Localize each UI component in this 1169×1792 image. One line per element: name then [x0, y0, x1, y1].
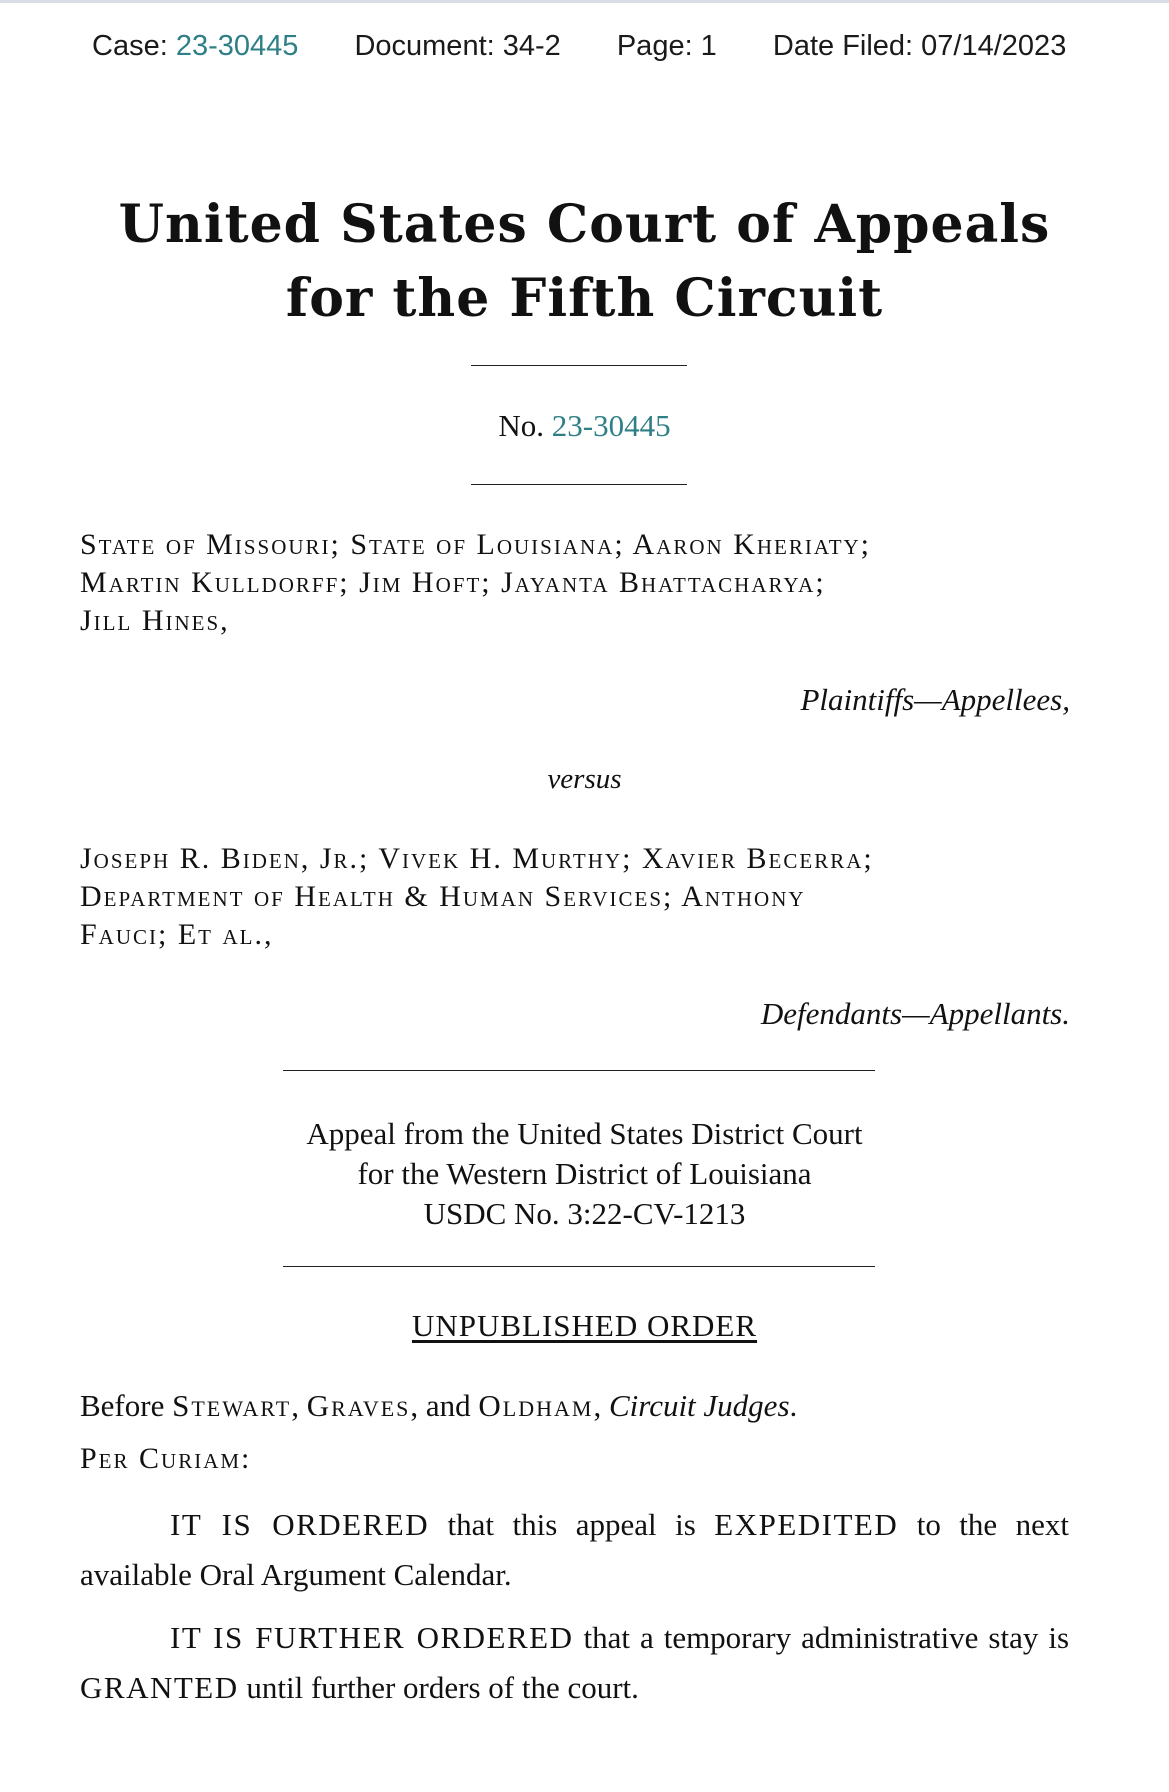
appeal-origin	[0, 1114, 1169, 1234]
court-name-line1: United States Court of Appeals	[118, 194, 1051, 255]
appeal-line1: Appeal from the United States District Court	[306, 1116, 863, 1151]
plaintiffs-line1: State of Missouri; State of Louisiana; Aaron Kheriaty;	[80, 528, 872, 561]
per-curiam: Per Curiam:	[80, 1442, 252, 1475]
divider-3	[283, 1070, 875, 1071]
date-filed: Date Filed: 07/14/2023	[772, 30, 1067, 62]
case-info: Case: 23-30445	[92, 30, 299, 62]
judges-title: Circuit Judges	[608, 1388, 790, 1423]
court-name	[0, 188, 1169, 336]
appeal-line3: USDC No. 3:22-CV-1213	[423, 1196, 746, 1231]
document-number: Document: 34-2	[354, 30, 561, 62]
defendants-list	[80, 840, 1090, 954]
docket-number-link[interactable]: 23-30445	[551, 408, 671, 443]
defendants-line2: Department of Health & Human Services; Anthony	[80, 880, 806, 913]
divider-4	[283, 1266, 875, 1267]
top-border	[0, 0, 1169, 3]
order-paragraph-2: IT IS FURTHER ORDERED that a temporary administrative stay is GRANTED until further orders of the court.	[80, 1620, 1070, 1705]
divider-1	[471, 365, 687, 366]
judge-graves: Graves	[306, 1388, 411, 1423]
judge-oldham: Oldham	[478, 1388, 594, 1423]
appeal-line2: for the Western District of Louisiana	[357, 1156, 812, 1191]
plaintiffs-line3: Jill Hines,	[80, 604, 230, 637]
versus: versus	[547, 763, 622, 795]
judge-stewart: Stewart	[172, 1388, 292, 1423]
defendants-line1: Joseph R. Biden, Jr.; Vivek H. Murthy; Xavier Becerra;	[80, 842, 874, 875]
further-ordered-lead: IT IS FURTHER ORDERED	[170, 1620, 574, 1655]
defendants-line3: Fauci; Et al.,	[80, 918, 274, 951]
court-name-line2: for the Fifth Circuit	[285, 268, 884, 329]
plaintiffs-role: Plaintiffs—Appellees,	[800, 682, 1070, 717]
order-paragraph-1: IT IS ORDERED that this appeal is EXPEDITED to the next available Oral Argument Calendar.	[80, 1507, 1070, 1592]
page-number: Page: 1	[616, 30, 717, 62]
ordered-lead: IT IS ORDERED	[170, 1507, 430, 1542]
defendants-role: Defendants—Appellants.	[760, 996, 1070, 1031]
filing-header	[92, 30, 1092, 63]
plaintiffs-line2: Martin Kulldorff; Jim Hoft; Jayanta Bhattacharya;	[80, 566, 826, 599]
case-number-link[interactable]: 23-30445	[175, 30, 299, 62]
granted-term: GRANTED	[80, 1670, 239, 1705]
expedited-term: EXPEDITED	[714, 1507, 899, 1542]
docket-number: No. 23-30445	[498, 408, 671, 443]
order-title: UNPUBLISHED ORDER	[411, 1308, 758, 1343]
plaintiffs-list	[80, 526, 1090, 640]
panel-judges: Before Stewart, Graves, and Oldham, Circuit Judges.	[80, 1388, 798, 1423]
divider-2	[471, 484, 687, 485]
